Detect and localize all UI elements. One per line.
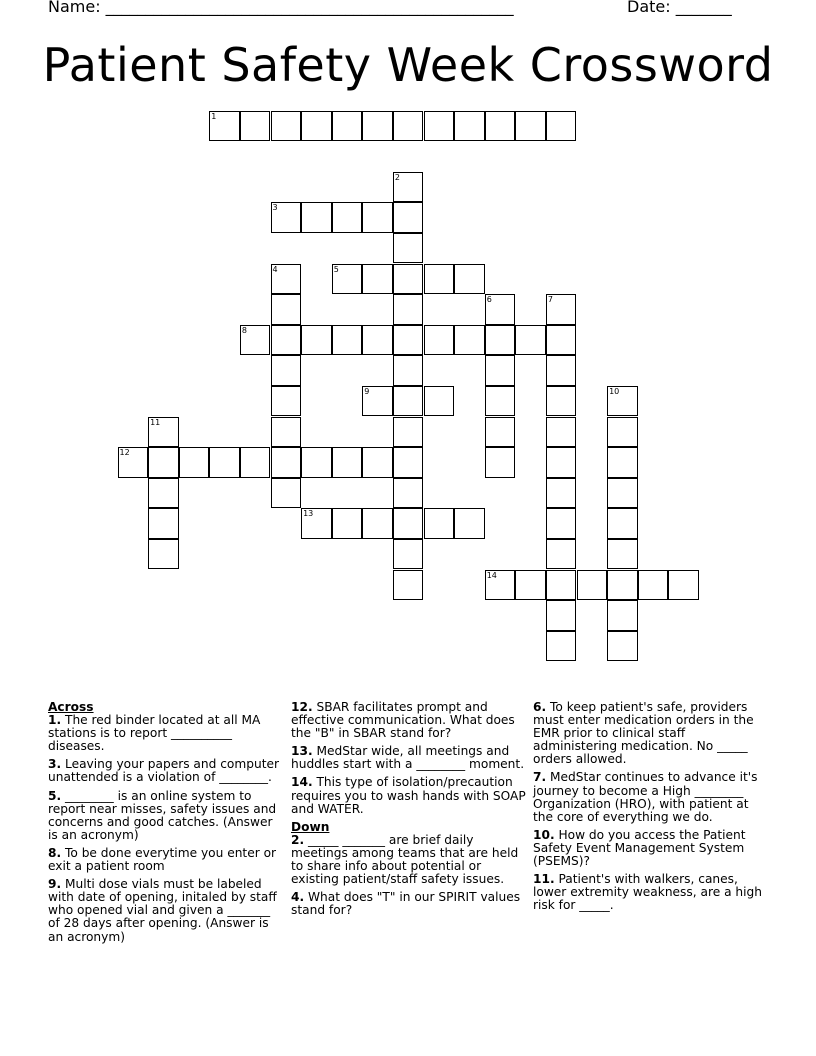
grid-cell[interactable] [362,447,393,478]
grid-cell[interactable] [271,355,302,386]
grid-cell[interactable] [301,325,332,356]
grid-cell[interactable] [362,202,393,233]
grid-cell[interactable] [638,570,669,601]
clue-item-number: 7. [533,770,547,785]
grid-cell[interactable] [209,111,240,142]
date-field-label: Date: _______ [627,0,732,16]
grid-cell[interactable] [240,325,271,356]
clue-item-text: _____ _______ are brief daily meetings among teams that are held to share info about potential or existing patient/staff safety issues. [291,832,519,887]
grid-cell[interactable] [607,539,638,570]
clue-item-number: 13. [291,744,313,759]
grid-cell[interactable] [362,325,393,356]
clue-item [533,701,769,766]
clue-item-text: How do you access the Patient Safety Event Management System (PSEMS)? [533,827,746,869]
clue-item-text: ________ is an online system to report near misses, safety issues and concerns and good catches. (Answer is an acronym) [48,788,277,842]
grid-cell[interactable] [668,570,699,601]
grid-cell[interactable] [271,417,302,448]
clue-number: 1 [211,111,217,121]
grid-cell[interactable] [148,539,179,570]
grid-cell[interactable] [546,508,577,539]
grid-cell[interactable] [332,508,363,539]
grid-cell[interactable] [332,111,363,142]
name-field-label: Name: ___________________________________________________ [48,0,514,16]
grid-cell[interactable] [393,355,424,386]
grid-cell[interactable] [393,386,424,417]
grid-cell[interactable] [485,417,516,448]
grid-cell[interactable] [148,417,179,448]
grid-cell[interactable] [485,111,516,142]
grid-cell[interactable] [515,570,546,601]
grid-cell[interactable] [393,294,424,325]
grid-cell[interactable] [454,264,485,295]
clue-item-number: 9. [48,877,62,892]
grid-cell[interactable] [607,631,638,662]
clue-item-text: MedStar continues to advance it's journey to become a High ________ Organization (HRO), with patient at the core of everything we do. [533,770,758,824]
grid-cell[interactable] [271,264,302,295]
grid-cell[interactable] [393,570,424,601]
clue-item-number: 3. [48,757,62,772]
clue-item [291,701,526,740]
clue-number: 2 [394,172,400,182]
grid-cell[interactable] [271,294,302,325]
grid-cell[interactable] [607,600,638,631]
grid-cell[interactable] [546,417,577,448]
clue-item [48,758,284,784]
clue-item-text: MedStar wide, all meetings and huddles start with a ________ moment. [291,744,525,772]
clue-number: 9 [364,386,370,396]
clue-item-text: Patient's with walkers, canes, lower extremity weakness, are a high risk for _____. [533,872,762,913]
grid-cell[interactable] [515,111,546,142]
clue-item-text: To be done everytime you enter or exit a patient room [48,845,277,874]
clue-item [48,714,284,753]
clue-column-2 [291,701,526,922]
grid-cell[interactable] [454,111,485,142]
clue-item-number: 1. [48,713,62,728]
clue-number: 5 [333,264,339,274]
grid-cell[interactable] [271,478,302,509]
grid-cell[interactable] [240,111,271,142]
grid-cell[interactable] [362,264,393,295]
grid-cell[interactable] [179,447,210,478]
clue-number: 4 [272,264,278,274]
clue-number: 7 [547,295,553,305]
grid-cell[interactable] [393,233,424,264]
grid-cell[interactable] [546,539,577,570]
grid-cell[interactable] [393,202,424,233]
grid-cell[interactable] [393,508,424,539]
clue-column-1 [48,701,284,949]
grid-cell[interactable] [424,386,455,417]
grid-cell[interactable] [301,508,332,539]
grid-cell[interactable] [546,325,577,356]
grid-cell[interactable] [393,539,424,570]
clue-number: 11 [150,417,161,427]
grid-cell[interactable] [393,264,424,295]
grid-cell[interactable] [271,386,302,417]
grid-cell[interactable] [485,355,516,386]
grid-cell[interactable] [301,447,332,478]
grid-cell[interactable] [332,325,363,356]
clue-number: 14 [486,570,497,580]
clue-item [48,790,284,842]
grid-cell[interactable] [393,478,424,509]
grid-cell[interactable] [454,325,485,356]
grid-cell[interactable] [607,570,638,601]
clue-number: 10 [609,386,620,396]
grid-cell[interactable] [240,447,271,478]
clue-item-text: Leaving your papers and computer unattended is a violation of ________. [48,757,280,785]
grid-cell[interactable] [148,478,179,509]
grid-cell[interactable] [607,508,638,539]
grid-cell[interactable] [485,570,516,601]
grid-cell[interactable] [362,111,393,142]
grid-cell[interactable] [271,325,302,356]
clue-item-number: 8. [48,845,62,860]
clue-number: 13 [303,509,314,519]
grid-cell[interactable] [301,111,332,142]
clue-item [291,834,526,886]
grid-cell[interactable] [332,447,363,478]
clue-item-text: To keep patient's safe, providers must enter medication orders in the EMR prior to clinical staff administering medication. No _____ orders allowed. [533,700,754,767]
clue-section-heading: Down [291,819,330,834]
grid-cell[interactable] [393,111,424,142]
clue-item-number: 11. [533,872,555,887]
clue-item-number: 14. [291,775,313,790]
clue-item-text: SBAR facilitates prompt and effective communication. What does the "B" in SBAR stand for? [291,700,515,741]
clue-item-text: Multi dose vials must be labeled with date of opening, initaled by staff who opened vial and given a _______ of 28 days after opening. (Answer is an acronym) [48,877,277,944]
grid-cell[interactable] [546,386,577,417]
clue-item-number: 5. [48,788,62,803]
grid-cell[interactable] [546,478,577,509]
clue-number: 3 [272,203,278,213]
page-title: Patient Safety Week Crossword [42,38,774,92]
grid-cell[interactable] [546,294,577,325]
grid-cell[interactable] [209,447,240,478]
clue-item-number: 10. [533,827,555,842]
clue-item-number: 12. [291,700,313,714]
clue-item [533,829,769,868]
grid-cell[interactable] [424,325,455,356]
grid-cell[interactable] [424,508,455,539]
grid-cell[interactable] [577,570,608,601]
clue-item [291,745,526,771]
grid-cell[interactable] [271,447,302,478]
clue-section-heading: Across [48,700,94,714]
grid-cell[interactable] [301,202,332,233]
clue-item [291,776,526,815]
grid-cell[interactable] [393,447,424,478]
grid-cell[interactable] [485,294,516,325]
grid-cell[interactable] [271,111,302,142]
grid-cell[interactable] [332,264,363,295]
clue-item [533,873,769,912]
clue-number: 8 [241,325,247,335]
grid-cell[interactable] [485,325,516,356]
grid-cell[interactable] [118,447,149,478]
grid-cell[interactable] [546,355,577,386]
grid-cell[interactable] [515,325,546,356]
clue-item [48,847,284,873]
grid-cell[interactable] [393,325,424,356]
grid-cell[interactable] [607,478,638,509]
grid-cell[interactable] [607,417,638,448]
grid-cell[interactable] [485,447,516,478]
grid-cell[interactable] [271,202,302,233]
grid-cell[interactable] [546,111,577,142]
grid-cell[interactable] [362,508,393,539]
clue-item [291,891,526,917]
grid-cell[interactable] [546,600,577,631]
clue-item [48,878,284,943]
grid-cell[interactable] [393,417,424,448]
grid-cell[interactable] [454,508,485,539]
clue-item-text: This type of isolation/precaution requires you to wash hands with SOAP and WATER. [291,775,526,816]
grid-cell[interactable] [546,447,577,478]
grid-cell[interactable] [485,386,516,417]
clue-item-text: What does "T" in our SPIRIT values stand for? [291,890,521,918]
clue-item-text: The red binder located at all MA stations is to report __________ diseases. [48,713,261,754]
clue-item-number: 6. [533,700,547,714]
clue-item [533,771,769,823]
grid-cell[interactable] [393,172,424,203]
grid-cell[interactable] [607,447,638,478]
grid-cell[interactable] [362,386,393,417]
grid-cell[interactable] [332,202,363,233]
clue-column-3 [533,701,769,917]
clue-item-number: 2. [291,832,305,847]
clue-item-number: 4. [291,890,305,905]
grid-cell[interactable] [546,570,577,601]
grid-cell[interactable] [424,111,455,142]
grid-cell[interactable] [424,264,455,295]
clue-number: 12 [119,448,130,458]
grid-cell[interactable] [607,386,638,417]
grid-cell[interactable] [546,631,577,662]
clue-number: 6 [486,295,492,305]
grid-cell[interactable] [148,508,179,539]
grid-cell[interactable] [148,447,179,478]
